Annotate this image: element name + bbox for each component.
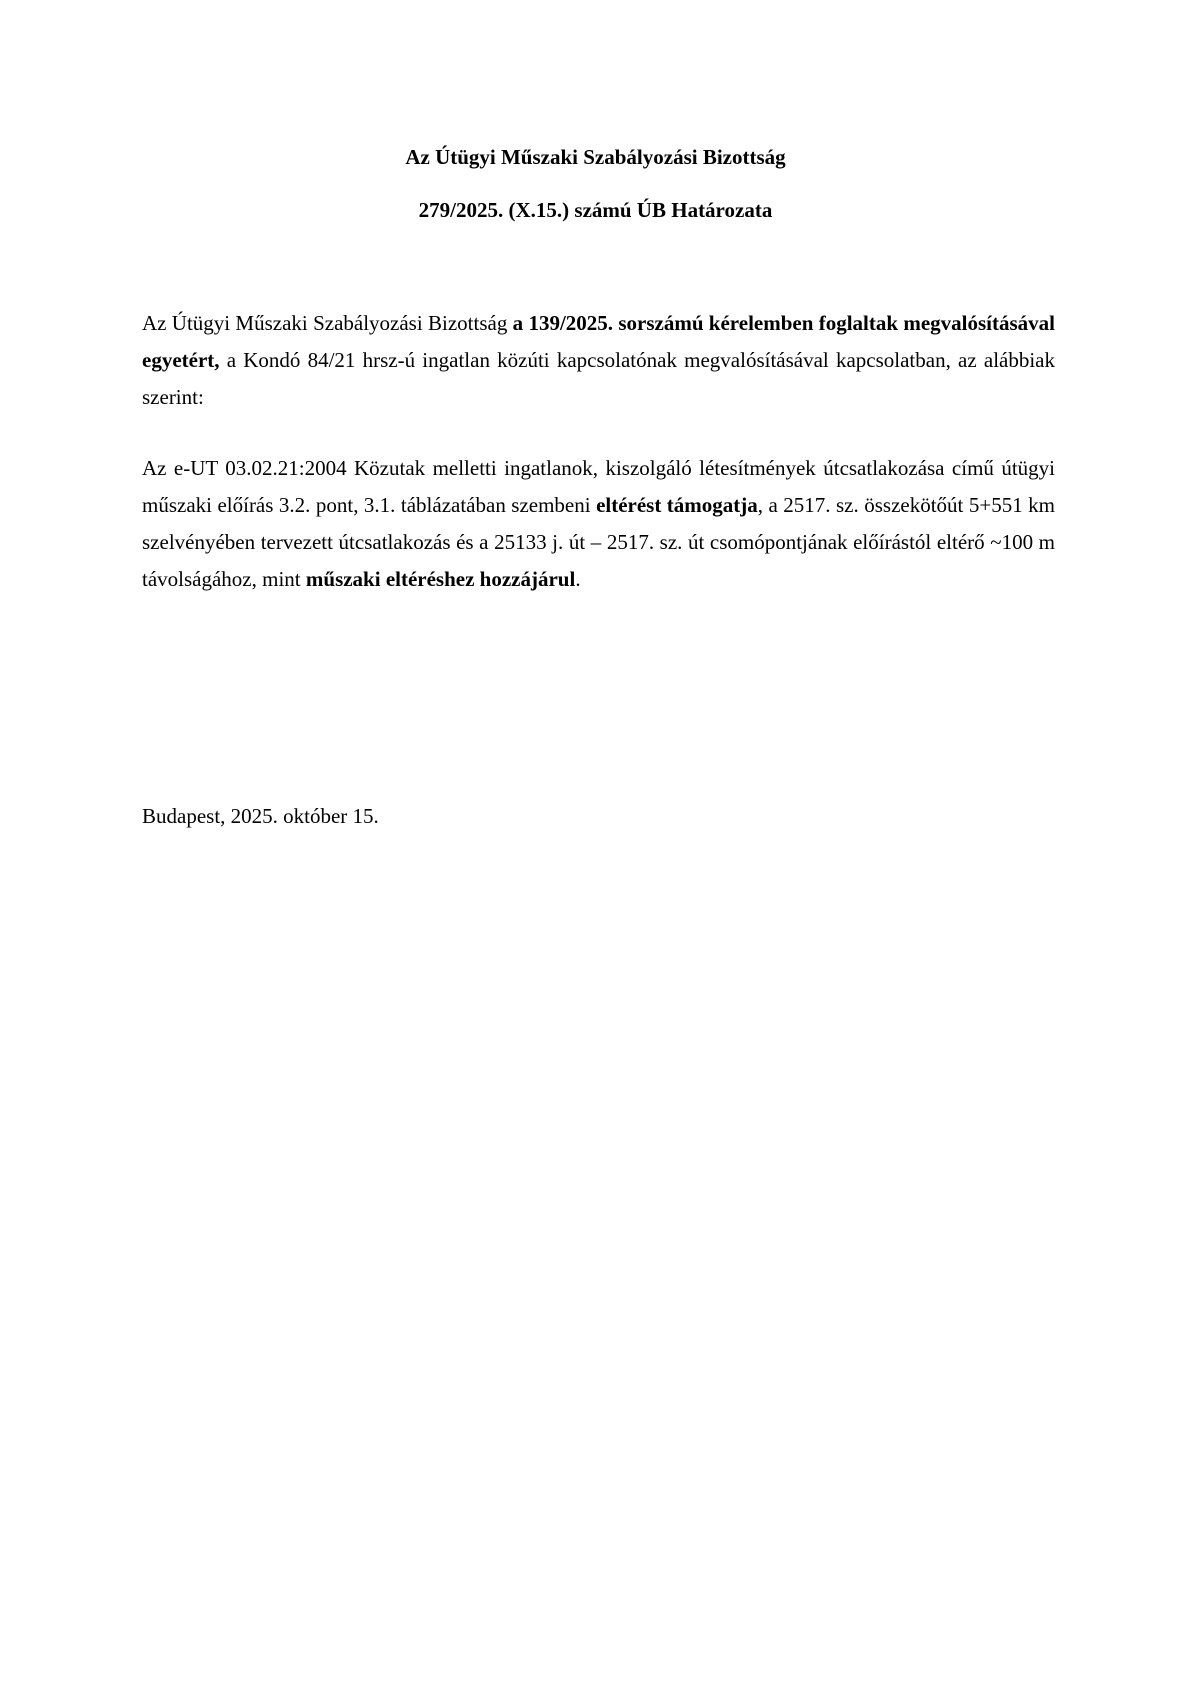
resolution-paragraph-2 [142, 450, 1055, 598]
place-and-date: Budapest, 2025. október 15. [142, 804, 379, 828]
paragraph-1-text-2: a Kondó 84/21 hrsz-ú ingatlan közúti kapcsolatónak megvalósításával kapcsolatban, az alábbiak szerint: [142, 348, 1055, 409]
resolution-paragraph-1 [142, 305, 1055, 416]
paragraph-1-text-1: Az Útügyi Műszaki Szabályozási Bizottság [142, 311, 513, 335]
paragraph-1-bold-1: a 139/2025. sorszámú kérelemben foglaltak megvalósításával egyetért, [142, 311, 1056, 372]
paragraph-2-text-3: . [575, 567, 581, 591]
paragraph-2-bold-1: eltérést támogatja [596, 493, 758, 517]
document-title: Az Útügyi Műszaki Szabályozási Bizottság [405, 145, 786, 169]
paragraph-2-bold-2: műszaki eltéréshez hozzájárul [305, 567, 576, 591]
paragraph-2-text-1: Az e-UT 03.02.21:2004 Közutak melletti ingatlanok, kiszolgáló létesítmények útcsatlakozása című útügyi műszaki előírás 3.2. pont, 3.1. táblázatában szembeni [142, 456, 1055, 517]
resolution-number: 279/2025. (X.15.) számú ÚB Határozata [418, 198, 773, 222]
paragraph-2-text-2: , a 2517. sz. összekötőút 5+551 km szelvényében tervezett útcsatlakozás és a 25133 j. út – 2517. sz. út csomópontjának előírástól eltérő ~100 m távolságához, mint [142, 493, 1055, 591]
